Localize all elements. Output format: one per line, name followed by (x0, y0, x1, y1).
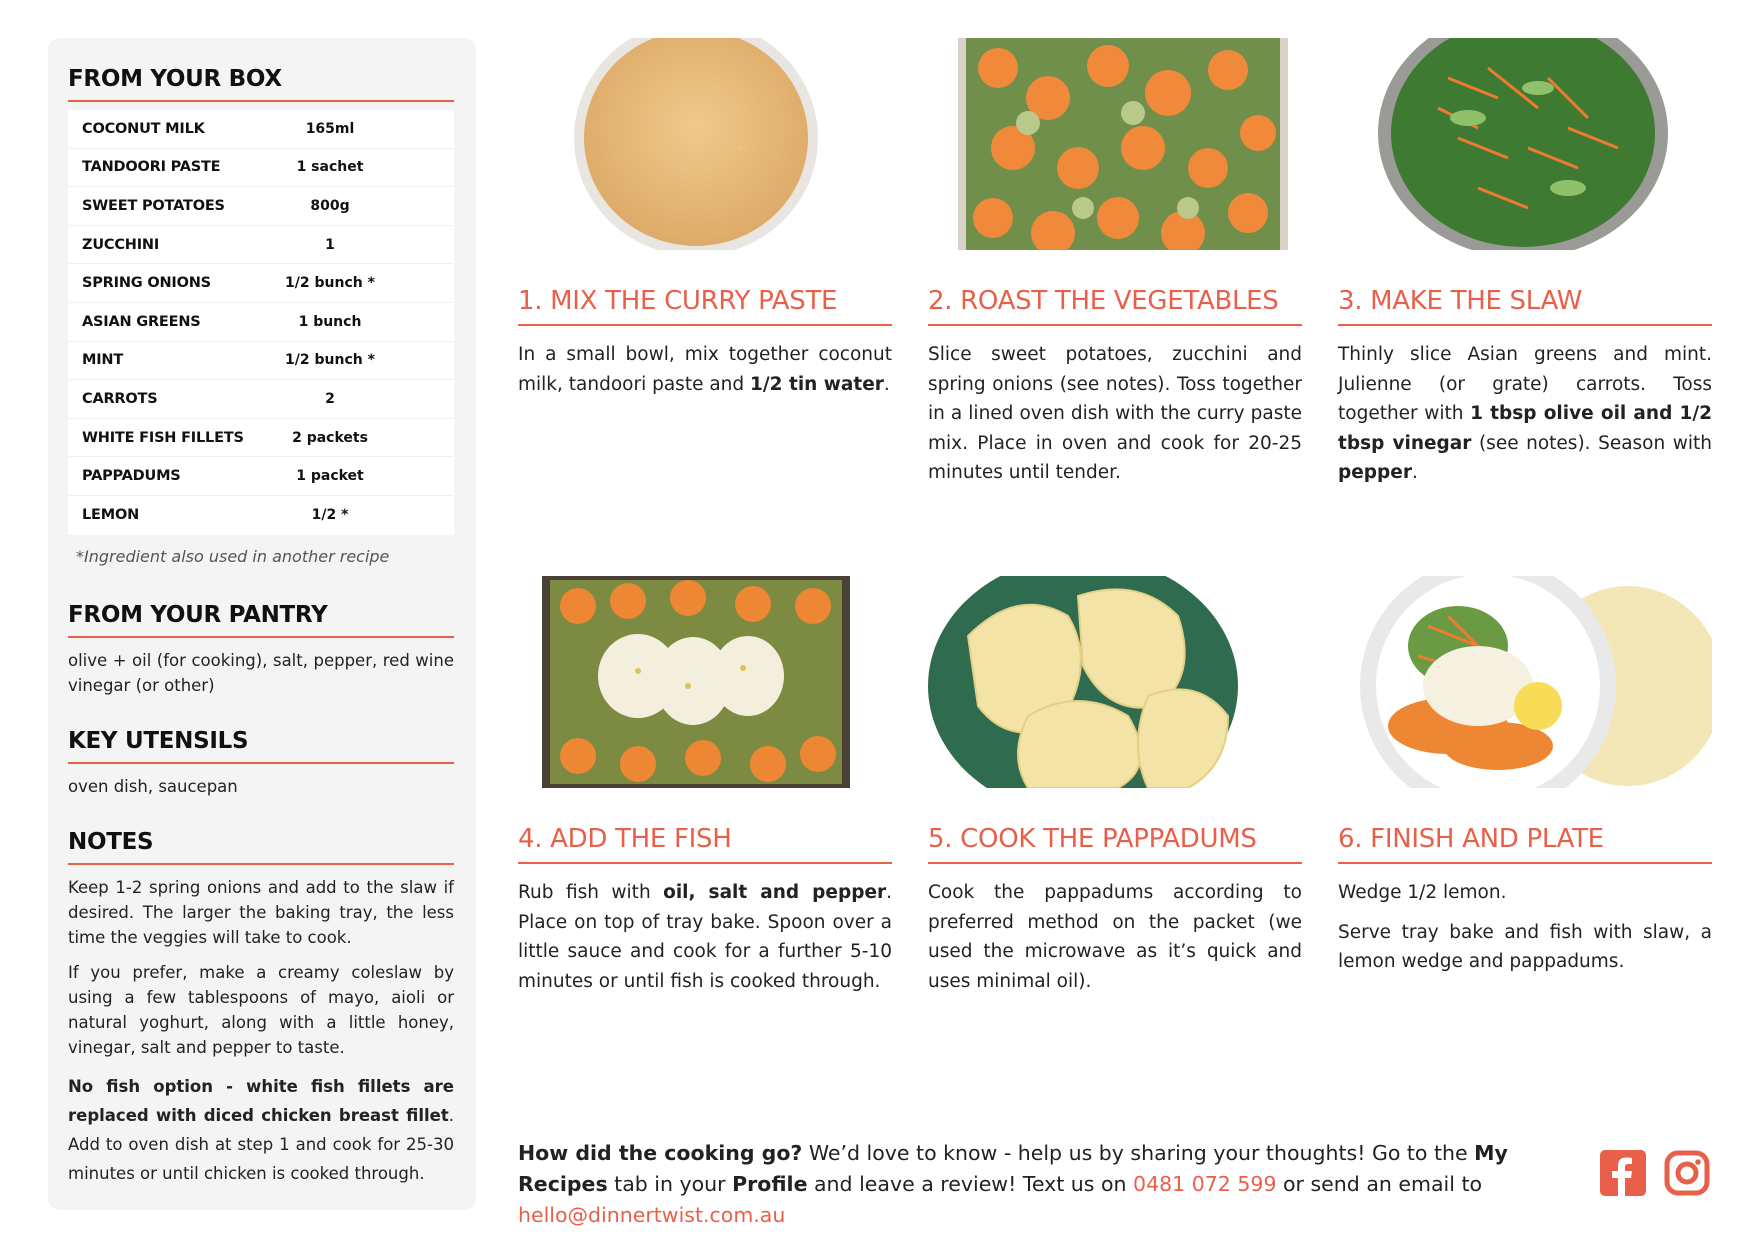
step-4-title: 4. ADD THE FISH (518, 824, 892, 864)
email-link[interactable]: hello@dinnertwist.com.au (518, 1203, 786, 1227)
step-text-part: (see notes). Season with (1471, 432, 1713, 454)
footer-text: and leave a review! Text us on (807, 1172, 1134, 1196)
step-paragraph: Wedge 1/2 lemon. (1338, 882, 1507, 903)
ingredient-name: MINT (82, 352, 124, 369)
facebook-icon[interactable] (1600, 1150, 1646, 1196)
table-row (68, 496, 454, 535)
step-5-text: Cook the pappadums according to preferred method on the packet (we used the microwave as it’s quick and uses minimal oil). (928, 882, 1302, 992)
step-text-part: In a small bowl, mix together coconut milk, tandoori paste and (518, 344, 892, 395)
table-row (68, 303, 454, 342)
ingredient-name: TANDOORI PASTE (82, 159, 221, 176)
note-paragraph: If you prefer, make a creamy coleslaw by using a few tablespoons of mayo, aioli or natural yoghurt, along with a little honey, vinegar, salt and pepper to taste. (68, 962, 454, 1057)
phone-link[interactable]: 0481 072 599 (1133, 1172, 1277, 1196)
ingredient-name: WHITE FISH FILLETS (82, 429, 244, 446)
table-row (68, 380, 454, 419)
step-1 (518, 38, 892, 399)
plated-dish-image (1338, 576, 1712, 788)
step-5-title: 5. COOK THE PAPPADUMS (928, 824, 1302, 864)
step-3-title: 3. MAKE THE SLAW (1338, 286, 1712, 326)
curry-paste-bowl-image (518, 38, 892, 250)
ingredients-table (68, 110, 454, 535)
step-text-bold: 1/2 tin water (750, 373, 884, 395)
ingredient-name: SPRING ONIONS (82, 275, 211, 292)
ingredient-footnote: *Ingredient also used in another recipe (76, 546, 390, 566)
ingredient-qty: 800g (310, 197, 350, 214)
fish-tray-image (518, 576, 892, 788)
ingredient-name: SWEET POTATOES (82, 197, 225, 214)
table-row (68, 149, 454, 188)
notes-title: NOTES (68, 829, 454, 865)
ingredient-name: ZUCCHINI (82, 236, 160, 253)
profile-label: Profile (732, 1172, 808, 1196)
step-4 (518, 576, 892, 996)
no-fish-option-bold: No fish option - white fish fillets are replaced with diced chicken breast fillet (68, 1076, 454, 1125)
note-paragraph: Keep 1-2 spring onions and add to the slaw if desired. The larger the baking tray, the less time the veggies will take to cook. (68, 877, 454, 947)
ingredients-sidebar (48, 38, 476, 1210)
pantry-title: FROM YOUR PANTRY (68, 602, 454, 638)
ingredient-qty: 1 bunch (298, 313, 362, 330)
step-text-bold: pepper (1338, 462, 1412, 483)
ingredient-qty: 165ml (305, 120, 355, 137)
step-text-part: Thinly slice Asian greens and mint. Julienne (or grate) carrots. Toss together with (1338, 344, 1712, 424)
ingredient-qty: 1 sachet (296, 159, 364, 176)
ingredient-name: CARROTS (82, 390, 158, 407)
step-6-title: 6. FINISH AND PLATE (1338, 824, 1712, 864)
table-row (68, 110, 454, 149)
table-row (68, 342, 454, 381)
step-text-bold: 1 tbsp olive oil and 1/2 tbsp vinegar (1338, 403, 1712, 454)
ingredient-name: ASIAN GREENS (82, 313, 201, 330)
ingredient-qty: 1/2 bunch * (285, 275, 375, 292)
instagram-icon[interactable] (1664, 1150, 1710, 1196)
slaw-bowl-image (1338, 38, 1712, 250)
footer-text: We’d love to know - help us by sharing your thoughts! Go to the (802, 1141, 1475, 1165)
ingredient-qty: 1 (325, 236, 335, 253)
ingredient-name: LEMON (82, 507, 140, 524)
ingredient-name: PAPPADUMS (82, 468, 181, 485)
pantry-text: olive + oil (for cooking), salt, pepper, red wine vinegar (or other) (68, 650, 454, 695)
step-2-title: 2. ROAST THE VEGETABLES (928, 286, 1302, 326)
table-row (68, 419, 454, 458)
roast-vegetables-image (928, 38, 1302, 250)
feedback-footer (518, 1138, 1578, 1231)
table-row (68, 264, 454, 303)
utensils-title: KEY UTENSILS (68, 728, 454, 764)
step-text-bold: oil, salt and pepper (663, 882, 887, 903)
no-fish-option-rest: . Add to oven dish at step 1 and cook for 25-30 minutes or until chicken is cooked through. (68, 1105, 454, 1183)
step-4-text (518, 878, 892, 996)
utensils-text: oven dish, saucepan (68, 776, 238, 796)
feedback-question: How did the cooking go? (518, 1141, 803, 1165)
step-5 (928, 576, 1302, 996)
step-6 (1338, 576, 1712, 977)
footer-text: tab in your (607, 1172, 733, 1196)
table-row (68, 226, 454, 265)
from-your-box-title: FROM YOUR BOX (68, 66, 454, 102)
ingredient-qty: 2 packets (292, 429, 368, 446)
ingredient-qty: 1 packet (296, 468, 364, 485)
table-row (68, 457, 454, 496)
pappadums-image (928, 576, 1302, 788)
no-fish-option-note (68, 1072, 454, 1188)
step-text-part: . (1411, 462, 1418, 483)
footer-text: or send an email to (1276, 1172, 1483, 1196)
step-2-text: Slice sweet potatoes, zucchini and spring onions (see notes). Toss together in a lined oven dish with the curry paste mix. Place in oven and cook for 20-25 minutes until tender. (928, 344, 1302, 483)
ingredient-qty: 2 (325, 390, 335, 407)
step-text-part: Rub fish with (518, 882, 664, 903)
step-6-text (1338, 878, 1712, 977)
ingredient-qty: 1/2 bunch * (285, 352, 375, 369)
step-1-text (518, 340, 892, 399)
ingredient-name: COCONUT MILK (82, 120, 205, 137)
table-row (68, 187, 454, 226)
step-text-part: . Place on top of tray bake. Spoon over a little sauce and cook for a further 5-10 minutes or until fish is cooked through. (518, 882, 892, 992)
step-1-title: 1. MIX THE CURRY PASTE (518, 286, 892, 326)
step-paragraph: Serve tray bake and fish with slaw, a lemon wedge and pappadums. (1338, 921, 1712, 972)
step-2 (928, 38, 1302, 488)
ingredient-qty: 1/2 * (311, 507, 349, 524)
step-3-text (1338, 340, 1712, 488)
my-recipes-label: My Recipes (518, 1141, 1508, 1196)
step-3 (1338, 38, 1712, 488)
step-text-part: . (883, 373, 890, 395)
